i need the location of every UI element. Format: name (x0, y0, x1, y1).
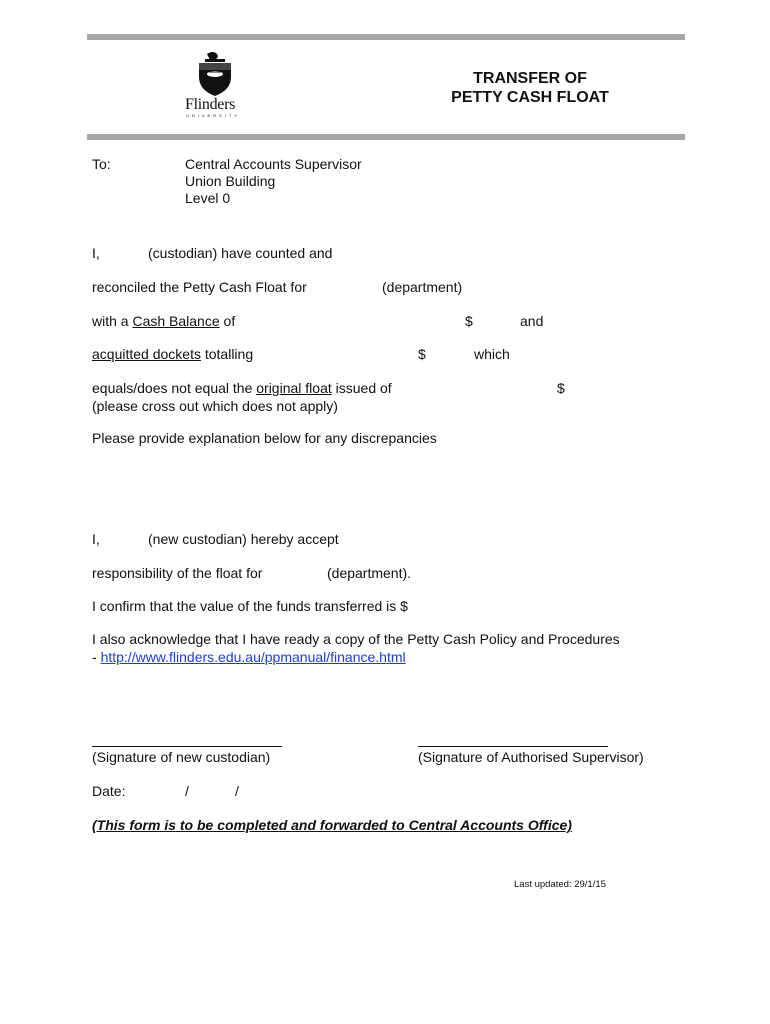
responsibility-text: responsibility of the float for (92, 565, 263, 581)
header-bottom-rule (87, 134, 685, 140)
flinders-logo (183, 50, 245, 120)
which-text: which (474, 346, 510, 362)
date-separator-2: / (235, 783, 239, 799)
form-title (430, 70, 630, 107)
of-text: of (219, 313, 236, 329)
custodian-i: I, (92, 245, 100, 261)
policy-link-line (92, 649, 406, 665)
original-float-term: original float (256, 380, 332, 396)
new-custodian-i: I, (92, 531, 100, 547)
date-label: Date: (92, 783, 126, 799)
department-label-1: (department) (382, 279, 463, 295)
department-label-2: (department). (327, 565, 412, 581)
funds-confirmation: I confirm that the value of the funds transferred is $ (92, 598, 408, 614)
policy-manual-link[interactable]: http://www.flinders.edu.au/ppmanual/finance.html (100, 649, 406, 665)
supervisor-signature-line (418, 746, 608, 747)
custodian-statement: (custodian) have counted and (148, 245, 333, 261)
and-text: and (520, 313, 544, 329)
cash-balance-term: Cash Balance (132, 313, 220, 329)
equals-text: equals/does not equal the (92, 380, 257, 396)
policy-acknowledgement: I also acknowledge that I have ready a copy of the Petty Cash Policy and Procedures (92, 631, 620, 647)
with-a-text: with a (92, 313, 133, 329)
original-float-dollar: $ (557, 380, 565, 396)
title-line-1: TRANSFER OF (473, 70, 587, 87)
reconciled-text: reconciled the Petty Cash Float for (92, 279, 307, 295)
last-updated: Last updated: 29/1/15 (514, 879, 606, 890)
original-float-line (92, 380, 392, 396)
top-rule (87, 34, 685, 40)
logo-wordmark: Flinders (185, 96, 236, 113)
new-custodian-statement: (new custodian) hereby accept (148, 531, 339, 547)
address-line-1: Central Accounts Supervisor (185, 156, 362, 172)
new-custodian-signature-label: (Signature of new custodian) (92, 749, 271, 765)
logo-subtext: UNIVERSITY (186, 113, 241, 118)
cross-out-note: (please cross out which does not apply) (92, 398, 338, 414)
dockets-dollar: $ (418, 346, 426, 362)
title-line-2: PETTY CASH FLOAT (451, 89, 609, 106)
acquitted-dockets-line (92, 346, 253, 362)
forwarding-notice: (This form is to be completed and forwarded to Central Accounts Office) (92, 817, 572, 833)
acquitted-dockets-term: acquitted dockets (92, 346, 201, 362)
link-dash: - (92, 649, 101, 665)
totalling-text: totalling (200, 346, 254, 362)
cash-balance-line (92, 313, 235, 329)
address-line-2: Union Building (185, 173, 276, 189)
supervisor-signature-label: (Signature of Authorised Supervisor) (418, 749, 644, 765)
to-label: To: (92, 156, 111, 172)
cash-balance-dollar: $ (465, 313, 473, 329)
issued-of-text: issued of (331, 380, 392, 396)
date-separator-1: / (185, 783, 189, 799)
new-custodian-signature-line (92, 746, 282, 747)
address-line-3: Level 0 (185, 190, 231, 206)
discrepancies-instruction: Please provide explanation below for any discrepancies (92, 430, 437, 446)
